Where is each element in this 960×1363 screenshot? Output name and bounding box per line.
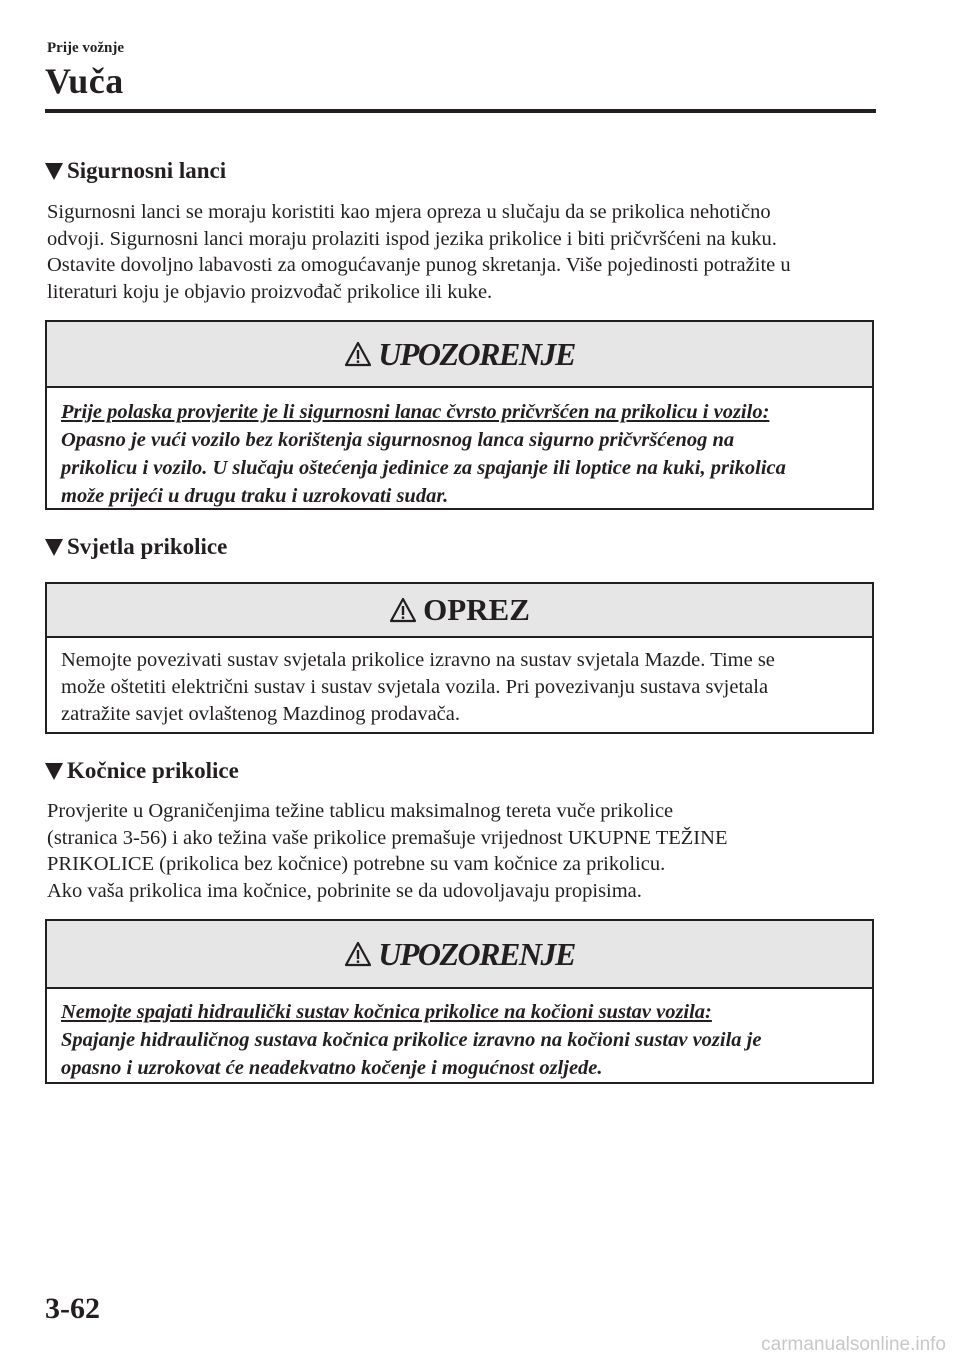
warning-triangle-icon [389, 597, 417, 623]
warning-line: opasno i uzrokovat će neadekvatno kočenje i mogućnost ozljede. [61, 1057, 603, 1079]
subheading-text: Kočnice prikolice [67, 758, 239, 783]
caution-box-header [47, 584, 872, 638]
paragraph-safety-chains [47, 199, 887, 306]
paragraph-line: Provjerite u Ograničenjima težine tablicu maksimalnog tereta vuče prikolice [47, 800, 674, 822]
warning-line: Opasno je vući vozilo bez korištenja sigurnosnog lanca sigurno pričvršćenog na [61, 429, 735, 451]
warning-box-header [47, 921, 872, 989]
paragraph-line: (stranica 3-56) i ako težina vaše prikolice premašuje vrijednost UKUPNE TEŽINE [47, 826, 728, 849]
warning-triangle-icon [344, 341, 372, 367]
triangle-bullet-icon [45, 539, 63, 556]
subheading-trailer-brakes [45, 758, 239, 784]
subheading-safety-chains [45, 158, 226, 184]
caution-line: Nemojte povezivati sustav svjetala prikolice izravno na sustav svjetala Mazde. Time se [61, 649, 775, 671]
warning-body [47, 989, 872, 1082]
warning-line: Spajanje hidrauličnog sustava kočnica prikolice izravno na kočioni sustav vozila je [61, 1029, 762, 1051]
caution-title: OPREZ [423, 592, 530, 627]
paragraph-line: Sigurnosni lanci se moraju koristiti kao mjera opreza u slučaju da se prikolica nehotično [47, 201, 771, 223]
paragraph-line: Ostavite dovoljno labavosti za omogućavanje punog skretanja. Više pojedinosti potražite u [47, 254, 791, 277]
paragraph-trailer-brakes [47, 798, 887, 905]
warning-title: UPOZORENJE [378, 935, 575, 972]
paragraph-line: literaturi koju je objavio proizvođač prikolice ili kuke. [47, 281, 493, 304]
warning-line: može prijeći u drugu traku i uzrokovati sudar. [61, 485, 449, 507]
page-title: Vuča [45, 61, 124, 101]
warning-lead-line: Prije polaska provjerite je li sigurnosni lanac čvrsto pričvršćen na prikolicu i vozilo: [61, 401, 770, 423]
warning-box-header [47, 322, 872, 388]
subheading-trailer-lights [45, 534, 227, 560]
chapter-label: Prije vožnje [47, 40, 125, 56]
subheading-text: Sigurnosni lanci [67, 158, 227, 183]
triangle-bullet-icon [45, 163, 63, 180]
watermark: carmanualsonline.info [761, 1334, 946, 1355]
caution-line: zatražite savjet ovlaštenog Mazdinog prodavača. [61, 703, 461, 725]
caution-box [45, 582, 874, 734]
paragraph-line: odvoji. Sigurnosni lanci moraju prolaziti ispod jezika prikolice i biti pričvršćeni na kuku. [47, 227, 777, 250]
warning-triangle-icon [344, 941, 372, 967]
paragraph-line: PRIKOLICE (prikolica bez kočnice) potrebne su vam kočnice za prikolicu. [47, 853, 666, 876]
warning-box [45, 919, 874, 1084]
page-number: 3-62 [45, 1292, 100, 1325]
triangle-bullet-icon [45, 763, 63, 780]
warning-title: UPOZORENJE [378, 335, 575, 372]
caution-body [47, 638, 872, 728]
warning-line: prikolicu i vozilo. U slučaju oštećenja jedinice za spajanje ili loptice na kuki, prikolica [61, 457, 786, 479]
subheading-text: Svjetla prikolice [67, 534, 228, 559]
header-rule [45, 109, 876, 113]
caution-line: može oštetiti električni sustav i sustav svjetala vozila. Pri povezivanju sustava svjetala [61, 676, 769, 698]
warning-box [45, 320, 874, 510]
paragraph-line: Ako vaša prikolica ima kočnice, pobrinite se da udovoljavaju propisima. [47, 880, 642, 903]
warning-body [47, 388, 872, 510]
warning-lead-line: Nemojte spajati hidraulički sustav kočnica prikolice na kočioni sustav vozila: [61, 1001, 712, 1023]
